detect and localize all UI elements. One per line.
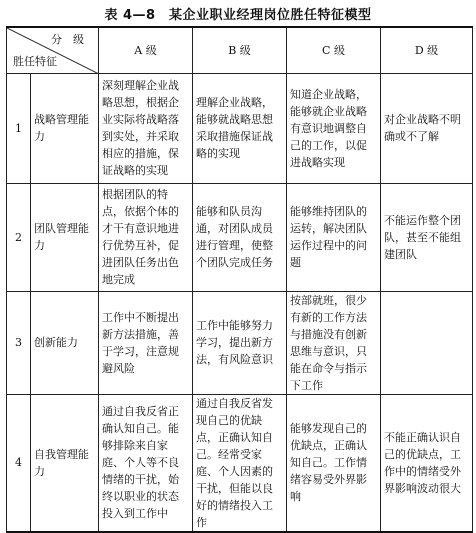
competency-name: 团队管理能力 xyxy=(31,183,99,291)
level-b-description: 通过自我反省发现自己的优缺点，正确认知自己。经常受家庭、个人因素的干扰，但能以良好的情绪投入工作 xyxy=(193,394,287,532)
level-d-header: D 级 xyxy=(381,27,473,73)
table-title: 表 4—8 某企业职业经理岗位胜任特征模型 xyxy=(104,8,372,23)
competency-model-table xyxy=(6,26,473,533)
level-a-header: A 级 xyxy=(99,27,193,73)
level-b-description: 理解企业战略，能够就战略思想采取措施保证战略的实现 xyxy=(193,73,287,183)
level-d-description: 不能运作整个团队，甚至不能组建团队 xyxy=(381,183,473,291)
header-corner-cell xyxy=(7,27,99,73)
level-c-description: 能够维持团队的运转，解决团队运作过程中的问题 xyxy=(287,183,381,291)
level-b-header: B 级 xyxy=(193,27,287,73)
competency-name: 自我管理能力 xyxy=(31,394,99,532)
corner-competency-label: 胜任特征 xyxy=(13,54,57,68)
header-row xyxy=(7,27,473,73)
competency-name: 创新能力 xyxy=(31,291,99,394)
level-b-description: 能够和队员沟通，对团队成员进行管理，使整个团队完成任务 xyxy=(193,183,287,291)
level-d-description xyxy=(381,291,473,394)
table-row xyxy=(7,183,473,291)
competency-name: 战略管理能力 xyxy=(31,73,99,183)
level-c-description: 能够发现自己的优缺点，正确认知自己。工作情绪容易受外界影响 xyxy=(287,394,381,532)
row-number: 3 xyxy=(7,291,31,394)
level-a-description: 工作中不断提出新方法措施，善于学习，注意规避风险 xyxy=(99,291,193,394)
table-row xyxy=(7,291,473,394)
level-c-description: 知道企业战略，能够就企业战略有意识地调整自己的工作，以促进战略实现 xyxy=(287,73,381,183)
table-row xyxy=(7,73,473,183)
level-a-description: 通过自我反省正确认知自己。能够排除来自家庭、个人等不良情绪的干扰，始终以职业的状态投入到工作中 xyxy=(99,394,193,532)
level-a-description: 根据团队的特点，依据个体的才干有意识地进行优势互补，促进团队任务出色地完成 xyxy=(99,183,193,291)
level-b-description: 工作中能够努力学习，提出新方法，有风险意识 xyxy=(193,291,287,394)
row-number: 2 xyxy=(7,183,31,291)
level-d-description: 不能正确认识自己的优缺点，工作中的情绪受外界影响波动很大 xyxy=(381,394,473,532)
row-number: 1 xyxy=(7,73,31,183)
table-row xyxy=(7,394,473,532)
level-c-header: C 级 xyxy=(287,27,381,73)
row-number: 4 xyxy=(7,394,31,532)
corner-level-label: 分 级 xyxy=(51,33,84,46)
level-c-description: 按部就班，很少有新的工作方法与措施没有创新思维与意识，只能在命令与指示下工作 xyxy=(287,291,381,394)
level-d-description: 对企业战略不明确或不了解 xyxy=(381,73,473,183)
level-a-description: 深刻理解企业战略思想，根据企业实际将战略落到实处，并采取相应的措施，保证战略的实现 xyxy=(99,73,193,183)
